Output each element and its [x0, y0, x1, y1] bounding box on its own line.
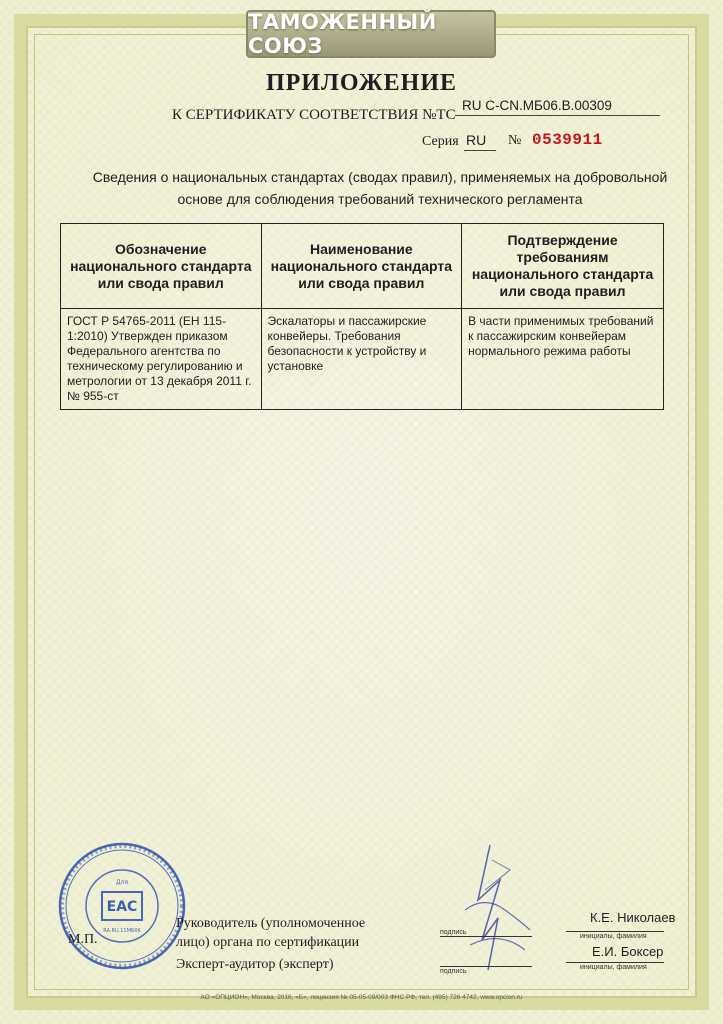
- intro-text: [60, 166, 700, 210]
- certificate-label: К СЕРТИФИКАТУ СООТВЕТСТВИЯ №ТС: [172, 107, 456, 123]
- expert-initials-caption: инициалы, фамилия: [580, 964, 647, 971]
- standards-table: [60, 223, 664, 410]
- table-header-row: [61, 224, 664, 309]
- table-row: [61, 309, 664, 410]
- certificate-number: RU C-CN.МБ06.В.00309: [462, 98, 612, 113]
- cell-confirmation: В части применимых требований к пассажирским конвейерам нормального режима работы: [462, 309, 664, 410]
- head-initials-caption: инициалы, фамилия: [580, 933, 647, 940]
- form-number: 0539911: [532, 131, 603, 149]
- customs-union-banner: ТАМОЖЕННЫЙ СОЮЗ: [246, 10, 496, 58]
- stamp-place-label: М.П.: [68, 932, 98, 947]
- intro-line-1: Сведения о национальных стандартах (сводах правил), применяемых на добровольной: [92, 169, 668, 185]
- head-name-line: [566, 931, 664, 932]
- page-title: ПРИЛОЖЕНИЕ: [265, 70, 458, 96]
- intro-line-2: основе для соблюдения требований технического регламента: [177, 191, 583, 207]
- head-name: К.Е. Николаев: [590, 910, 676, 925]
- expert-title: Эксперт-аудитор (эксперт): [176, 957, 334, 972]
- column-header-confirmation: Подтверждение требованиям национального стандарта или свода правил: [462, 224, 664, 309]
- head-signature-line: [440, 936, 532, 937]
- expert-name: Е.И. Боксер: [592, 944, 664, 959]
- head-title-line-1: Руководитель (уполномоченное: [176, 916, 366, 931]
- column-header-name: Наименование национального стандарта или свода правил: [261, 224, 462, 309]
- series-label: Серия: [422, 134, 459, 149]
- series-underline: [464, 150, 496, 151]
- cell-designation: ГОСТ Р 54765-2011 (ЕН 115-1:2010) Утвержден приказом Федерального агентства по техническому регулированию и метрологии от 13 декабря 2011 г. № 955-ст: [61, 309, 262, 410]
- certification-body-seal: [56, 840, 188, 972]
- expert-signature-line: [440, 966, 532, 967]
- series-value: RU: [466, 132, 487, 148]
- printer-footer: АО «ОПЦИОН», Москва, 2016, «Б», лицензия № 05-05-09/003 ФНС РФ, тел. (495) 726 4742, www.opcion.ru: [200, 994, 523, 1001]
- form-number-label: №: [508, 133, 522, 148]
- expert-name-line: [566, 962, 664, 963]
- handwritten-signature: [430, 840, 540, 975]
- svg-text:ЕАС: ЕАС: [106, 899, 138, 915]
- head-signature-caption: подпись: [440, 929, 467, 936]
- svg-text:RA.RU.11МБ06: RA.RU.11МБ06: [103, 928, 141, 934]
- svg-text:Для: Для: [115, 879, 129, 886]
- column-header-designation: Обозначение национального стандарта или свода правил: [61, 224, 262, 309]
- certificate-number-underline: [455, 115, 660, 116]
- head-title-line-2: лицо) органа по сертификации: [176, 935, 360, 950]
- expert-signature-caption: подпись: [440, 968, 467, 975]
- cell-name: Эскалаторы и пассажирские конвейеры. Требования безопасности к устройству и установке: [261, 309, 462, 410]
